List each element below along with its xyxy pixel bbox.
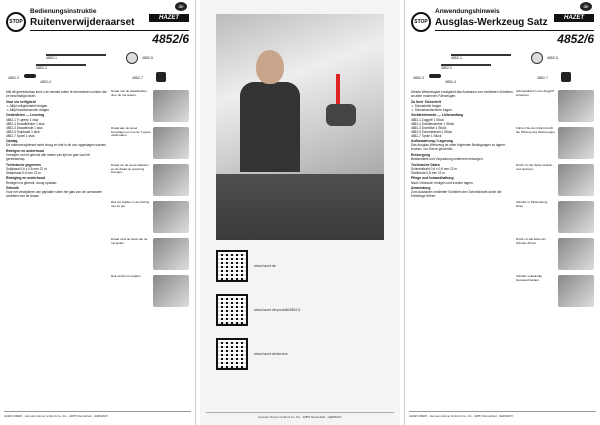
right-step-photos — [516, 90, 594, 312]
body-paragraph: 4852-7 Spoel 1 stuk — [6, 133, 35, 138]
body-paragraph: 4852-7 Spule 1 Stück — [411, 133, 442, 138]
stop-icon: STOP — [6, 12, 26, 32]
step-image — [153, 127, 189, 159]
step-caption: Scheibe in Pfeilrichtung lösen. — [516, 200, 548, 208]
step-image — [153, 164, 189, 196]
body-paragraph: Verwijder na het gebruik alle resten van lijm en glas van het gereedschap. — [6, 153, 90, 161]
right-header — [411, 4, 594, 48]
person-head — [256, 50, 284, 84]
body-paragraph: Voor het verwijderen van geplakte ruiten het glas van de carrosserie scheiden met de draad. — [6, 190, 103, 199]
tool-label: 4852-4 — [40, 80, 51, 84]
section-heading: Reiniging en onderhoud — [6, 176, 45, 181]
step-photo — [516, 201, 594, 236]
body-paragraph: Das Ausglas-Werkzeug ist unter folgenden Bedingungen zu lagern: trocken, vor Sonne geschützt. — [411, 143, 506, 152]
step-image — [558, 90, 594, 122]
main-photo — [216, 14, 384, 240]
wire-spool-icon — [126, 52, 138, 64]
step-caption: Führen Sie den Draht durch die Öffnung des Werkzeuges. — [516, 126, 556, 134]
qr-url[interactable]: www.hazet.de/service — [254, 352, 288, 356]
stop-icon: STOP — [411, 12, 431, 32]
qr-url[interactable]: www.hazet.de — [254, 264, 276, 268]
step-photo — [111, 275, 189, 310]
part-number: 4852/6 — [557, 32, 594, 46]
step-photo — [111, 90, 189, 125]
section-heading: Technische gegevens — [6, 162, 41, 167]
body-paragraph: ⚠ Altijd veiligheidsbril dragen. — [6, 103, 49, 108]
section-heading: Aufbewahrung / Lagerung — [411, 139, 454, 143]
right-title: Ausglas-Werkzeug Satz — [435, 17, 548, 28]
body-paragraph: Snijdraad 0,6 x 0,8 mm 22 m — [6, 166, 47, 171]
step-caption: Draad om de spoel wikkelen en de draad op spanning brengen. — [111, 163, 149, 175]
tool-label: 4852-3 — [413, 76, 424, 80]
section-heading: Opslag — [6, 139, 18, 143]
step-image — [153, 238, 189, 270]
step-image — [558, 164, 594, 196]
spool-icon — [561, 72, 571, 82]
section-heading: Onderdelen — Levering — [6, 113, 45, 118]
section-heading: Zu Ihrer Sicherheit — [411, 99, 441, 104]
body-paragraph: 4852-3 Drahtöse 1 Stück — [411, 125, 447, 130]
body-paragraph: ⚠ Schutzbrille tragen. — [411, 103, 443, 108]
tool-label: 4852-2 — [36, 66, 47, 70]
body-paragraph: Dieses Werkzeugset ermöglicht das Ausbauen von verklebten Scheiben an allen modernen Fahrzeugen. — [411, 90, 513, 98]
body-paragraph: ⚠ Altijd handschoenen dragen. — [6, 107, 50, 112]
tool-label: 4852-1 — [46, 56, 57, 60]
section-heading: Anwendung — [411, 186, 431, 190]
tool-label: 4852-7 — [537, 76, 548, 80]
tool-label: 4852-7 — [132, 76, 143, 80]
body-paragraph: 4852-1 Zuggriff 1 Stück — [411, 117, 445, 122]
step-image — [153, 201, 189, 233]
section-heading: Gebruik — [6, 186, 19, 190]
step-photo — [111, 127, 189, 162]
left-body-text — [6, 90, 108, 198]
body-paragraph: Zum Ausbauen verklebter Scheiben den Schneiddraht durch die Klebefuge führen. — [411, 190, 502, 199]
brand-logo: HAZET — [554, 14, 594, 22]
tool-diagram — [6, 50, 189, 88]
body-paragraph: 4852-4 Drahteinzieher 1 Stück — [411, 121, 455, 126]
language-flag-icon: de — [580, 2, 592, 11]
left-step-photos — [111, 90, 189, 312]
step-photo — [516, 238, 594, 273]
step-image — [558, 238, 594, 270]
step-image — [153, 90, 189, 122]
divider — [30, 30, 189, 31]
glove-icon — [326, 104, 356, 126]
body-paragraph: Stahldraht 0,8 mm 22 m — [411, 170, 446, 175]
left-footer: HAZET-WERK · Hermann Zerver GmbH & Co. KG · 42857 Remscheid · GERMANY — [4, 411, 191, 419]
section-heading: Entsorgung — [411, 152, 431, 157]
tool-diagram — [411, 50, 594, 88]
t-handle-icon — [24, 74, 36, 78]
body-paragraph: 4852-5 Schneiddraht 1 Stück — [411, 129, 453, 134]
step-caption: Draad rond de hoek van de ruit leiden. — [111, 237, 148, 245]
tool-label: 4852-4 — [445, 80, 456, 84]
step-photo — [111, 238, 189, 273]
step-photo — [516, 127, 594, 162]
tool-label: 4852-1 — [451, 56, 462, 60]
step-caption: Ruit verder los snijden. — [111, 274, 142, 278]
step-caption: Ruit los snijden in de richting van de pijl. — [111, 200, 150, 208]
step-caption: Draad met de draadtrekker door de ruit steken. — [111, 89, 147, 97]
t-handle-icon — [429, 74, 441, 78]
tool-label: 4852-2 — [441, 66, 452, 70]
step-photo — [516, 90, 594, 125]
body-paragraph: Staaldraad 0,8 mm 22 m — [6, 170, 41, 175]
wire-spool-icon — [531, 52, 543, 64]
right-footer: HAZET-WERK · Hermann Zerver GmbH & Co. KG · 42857 Remscheid · GERMANY — [409, 411, 596, 419]
section-heading: Pflege und Instandhaltung — [411, 176, 454, 181]
step-caption: Draht um die Ecke der Scheibe führen. — [516, 237, 546, 245]
language-flag-icon: de — [175, 2, 187, 11]
body-paragraph: Met dit gereedschap kunt u de meeste ruiten te demonteren zonder dat ze beschadigd raken. — [6, 90, 107, 98]
body-paragraph: 4852-4 Draadtrekker 1 stuk — [6, 121, 45, 126]
body-paragraph: 4852-3 Draadeinde 1 stuk — [6, 125, 43, 130]
step-caption: Schneiddraht in den Zuggriff einsetzen. — [516, 89, 554, 97]
qr-code-icon[interactable] — [216, 294, 248, 326]
step-photo — [516, 275, 594, 310]
tool-label: 4852-3 — [8, 76, 19, 80]
right-subtitle: Anwendungshinweis — [435, 8, 500, 15]
spool-icon — [156, 72, 166, 82]
right-body-text — [411, 90, 513, 198]
step-caption: Scheibe vollständig herausschneiden. — [516, 274, 542, 282]
section-heading: Technische Daten — [411, 162, 440, 167]
qr-code-icon[interactable] — [216, 338, 248, 370]
body-paragraph: Nach Gebrauch reinigen und trocken lagern. — [411, 180, 474, 185]
body-paragraph: De ruitenverwijderset moet droog en niet in de zon opgeslagen worden. — [6, 143, 107, 148]
qr-code-icon[interactable] — [216, 250, 248, 282]
body-paragraph: Schneiddraht 0,6 x 0,8 mm 22 m — [411, 166, 458, 171]
middle-footer: Hermann Zerver GmbH & Co. KG · 42857 Remscheid · GERMANY — [206, 412, 394, 419]
right-instruction-panel — [404, 0, 600, 425]
part-number: 4852/6 — [152, 32, 189, 46]
person-figure — [240, 82, 300, 172]
left-title: Ruitenverwijderaarset — [30, 17, 135, 28]
step-photo — [111, 164, 189, 199]
tool-label: 4852-5 — [547, 56, 558, 60]
step-image — [558, 127, 594, 159]
brand-logo: HAZET — [149, 14, 189, 22]
step-caption: Draad aan de spoel bevestigen en met de T-greep vasthouden. — [111, 126, 151, 138]
step-image — [558, 275, 594, 307]
section-heading: Geräteelemente — Lieferumfang — [411, 113, 464, 118]
body-paragraph: 4852-5 Snijdraad 1 stuk — [6, 129, 40, 134]
step-caption: Draht um die Spule wickeln und spannen. — [516, 163, 553, 171]
step-photo — [111, 201, 189, 236]
section-heading: Reinigen en onderhoud — [6, 148, 44, 153]
middle-panel — [200, 0, 400, 425]
body-paragraph: Reinigen na gebruik, droog opslaan. — [6, 180, 58, 185]
left-header — [6, 4, 189, 48]
left-instruction-panel — [0, 0, 196, 425]
left-subtitle: Bedienungsinstruktie — [30, 8, 97, 15]
qr-url[interactable]: www.hazet.de/produkt/4852-6 — [254, 308, 301, 312]
body-paragraph: ⚠ Schutzhandschuhe tragen. — [411, 107, 453, 112]
body-paragraph: Bestandteile und Verpackung sortenrein entsorgen. — [411, 157, 484, 161]
step-image — [558, 201, 594, 233]
divider — [435, 30, 594, 31]
body-paragraph: 4852-1 Tr-greep 1 stuk — [6, 117, 39, 122]
step-image — [153, 275, 189, 307]
tool-label: 4852-5 — [142, 56, 153, 60]
section-heading: Voor uw veiligheid — [6, 99, 36, 104]
step-photo — [516, 164, 594, 199]
